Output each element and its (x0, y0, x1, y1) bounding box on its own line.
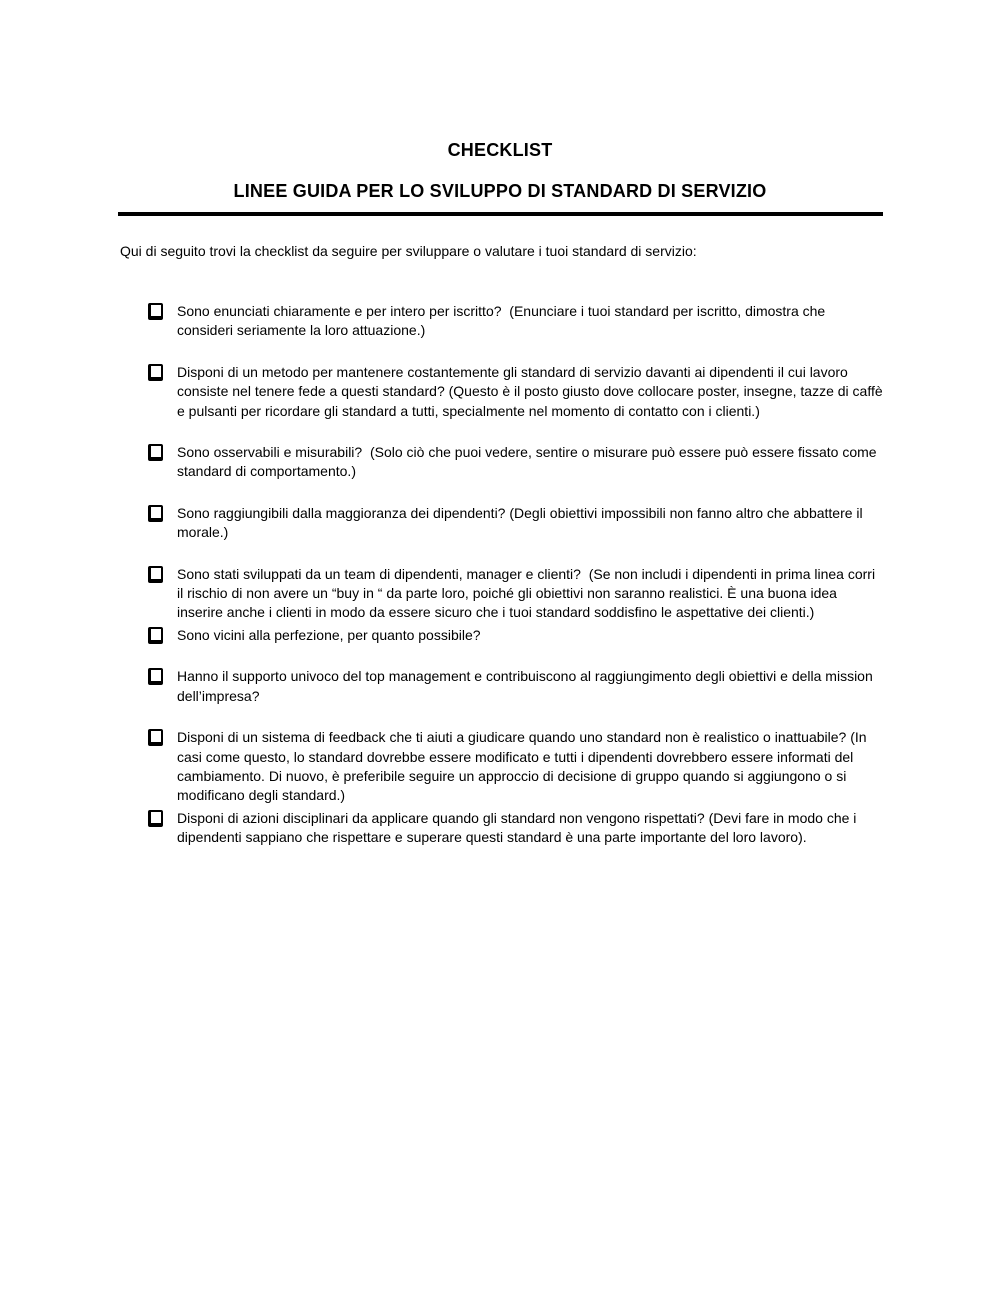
checklist-item-text: Sono stati sviluppati da un team di dipendenti, manager e clienti? (Se non includi i dipendenti in prima linea corri il rischio di non avere un “buy in “ da parte loro, poiché gli obiettivi non saranno realistici. È una buona idea inserire anche i clienti in modo da essere sicuro che i tuoi standard soddisfino le aspettative dei clienti.) (177, 565, 879, 621)
checklist-item-text: Disponi di un metodo per mantenere costantemente gli standard di servizio davanti ai dipendenti il cui lavoro consiste nel tenere fede a questi standard? (Questo è il posto giusto dove collocare poster, insegne, tazze di caffè e pulsanti per ricordare gli standard a tutti, specialmente nel momento di contatto con i clienti.) (177, 363, 887, 419)
checkbox-icon[interactable] (148, 364, 163, 381)
checklist-item-text: Sono raggiungibili dalla maggioranza dei dipendenti? (Degli obiettivi impossibili non fanno altro che abbattere il morale.) (177, 504, 867, 541)
checkbox-icon[interactable] (148, 627, 163, 644)
checklist-item (148, 302, 884, 341)
checklist-item (148, 667, 884, 706)
checklist-item (148, 363, 887, 421)
checkbox-icon[interactable] (148, 303, 163, 320)
title-rule-divider (118, 212, 883, 216)
document-title: CHECKLIST (447, 140, 553, 160)
checkbox-icon[interactable] (148, 505, 163, 522)
checklist (148, 302, 887, 870)
checklist-item (148, 809, 884, 848)
checklist-item (148, 443, 884, 482)
checklist-item-text: Hanno il supporto univoco del top management e contribuiscono al raggiungimento degli obiettivi e della mission dell’impresa? (177, 668, 877, 704)
checklist-item (148, 504, 884, 543)
checkbox-icon[interactable] (148, 729, 163, 746)
checklist-item-text: Sono osservabili e misurabili? (Solo ciò che puoi vedere, sentire o misurare può essere può essere fissato come standard di comportamento.) (177, 444, 881, 480)
document-subtitle: LINEE GUIDA PER LO SVILUPPO DI STANDARD DI SERVIZIO (233, 181, 767, 201)
checklist-item (148, 626, 884, 645)
intro-text: Qui di seguito trovi la checklist da seguire per sviluppare o valutare i tuoi standard di servizio: (120, 243, 697, 259)
checklist-item (148, 565, 884, 623)
checkbox-icon[interactable] (148, 444, 163, 461)
checkbox-icon[interactable] (148, 810, 163, 827)
checkbox-icon[interactable] (148, 668, 163, 685)
checklist-item-text: Disponi di azioni disciplinari da applicare quando gli standard non vengono rispettati? (Devi fare in modo che i dipendenti sappiano che rispettare e superare questi standard è una parte importante del loro lavoro). (177, 809, 861, 846)
checklist-item-text: Disponi di un sistema di feedback che ti aiuti a giudicare quando uno standard non è realistico o inattuabile? (In casi come questo, lo standard dovrebbe essere modificato e tutti i dipendenti dovrebbero essere informati del cambiamento. Di nuovo, è preferibile seguire un approccio di decisione di gruppo quando si aggiungono o si modificano degli standard.) (177, 729, 871, 804)
checklist-item-text: Sono enunciati chiaramente e per intero per iscritto? (Enunciare i tuoi standard per iscritto, dimostra che consideri seriamente la loro attuazione.) (177, 303, 830, 339)
checklist-item-text: Sono vicini alla perfezione, per quanto possibile? (177, 626, 481, 643)
checkbox-icon[interactable] (148, 566, 163, 583)
checklist-item (148, 728, 884, 806)
